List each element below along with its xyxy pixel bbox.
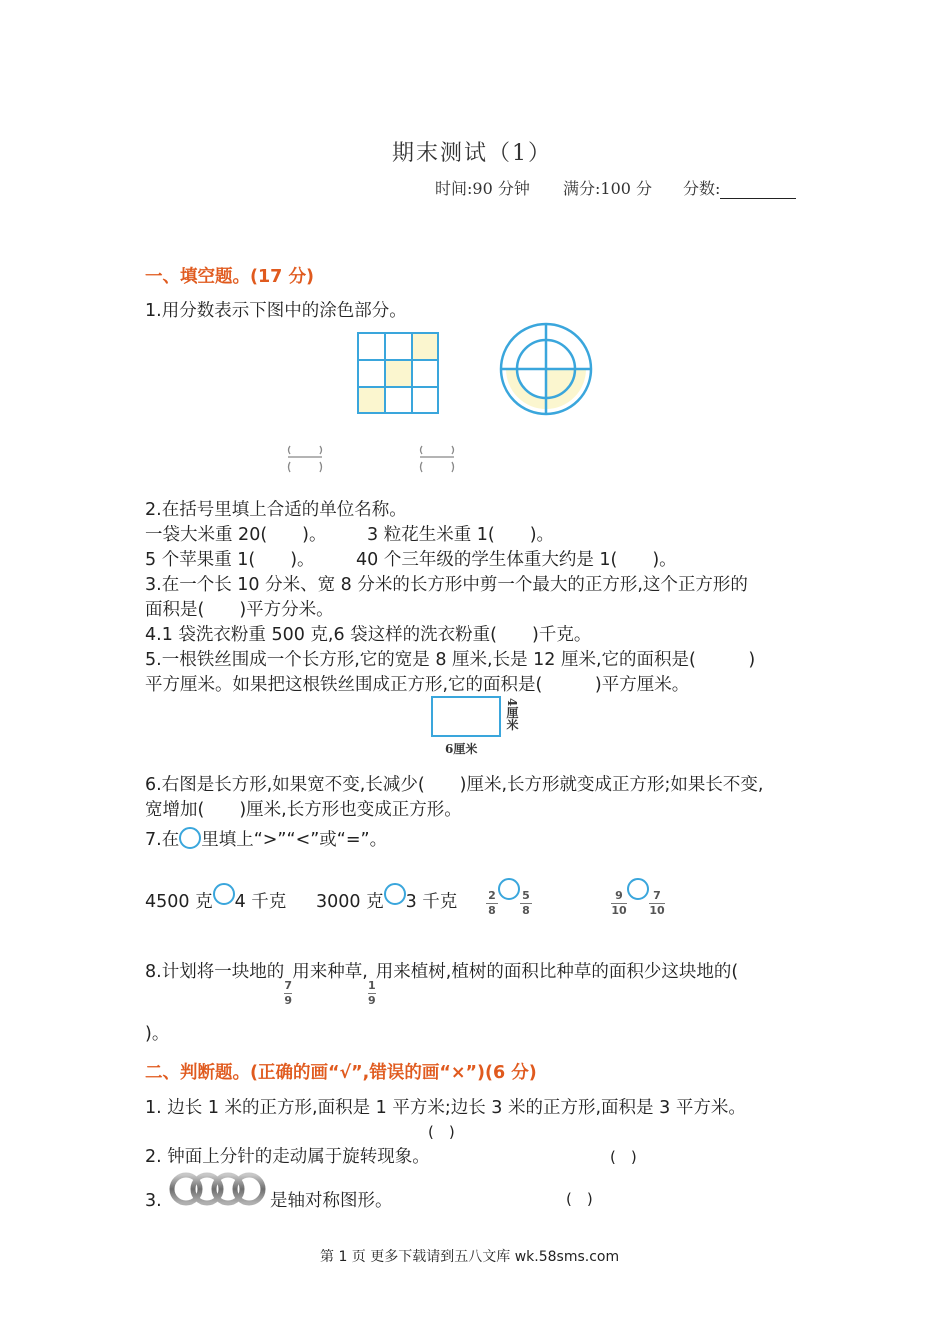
question-7 — [145, 827, 387, 853]
compare-2-left: 3000 克 — [316, 892, 384, 912]
question-8 — [145, 960, 738, 1007]
question-8-part-a: 8.计划将一块地的 — [145, 962, 285, 982]
ring — [235, 1175, 263, 1203]
judge-question-1: 1. 边长 1 米的正方形,面积是 1 平方米;边长 3 米的正方形,面积是 3 平方米。 — [145, 1098, 746, 1118]
score-blank[interactable] — [720, 182, 796, 199]
question-4: 4.1 袋洗衣粉重 500 克,6 袋这样的洗衣粉重( )千克。 — [145, 625, 592, 645]
question-5-line2: 平方厘米。如果把这根铁丝围成正方形,它的面积是( )平方厘米。 — [145, 675, 690, 695]
question-7-prefix: 7.在 — [145, 830, 180, 850]
fraction-blank-1[interactable] — [286, 443, 326, 477]
question-2b: 3 粒花生米重 1( )。 — [367, 525, 555, 545]
section1-heading: 一、填空题。(17 分) — [145, 267, 314, 287]
page-footer: 第 1 页 更多下载请到五八文库 wk.58sms.com — [320, 1249, 620, 1265]
judge-question-3-number: 3. — [145, 1191, 162, 1211]
question-7-suffix: 里填上“>”“<”或“=”。 — [201, 830, 388, 850]
rectangle-width-label: 6厘米 — [445, 742, 478, 756]
question-2c: 5 个苹果重 1( )。 — [145, 550, 315, 570]
grid-shaded-cell — [385, 360, 412, 387]
question-8-part-b: 用来种草, — [292, 962, 368, 982]
question-2d: 40 个三年级的学生体重大约是 1( )。 — [356, 550, 677, 570]
compare-1 — [145, 883, 286, 915]
fraction-numerator: 1 — [367, 979, 376, 992]
fraction-denominator: 8 — [522, 904, 530, 917]
fraction-denominator: 10 — [611, 904, 627, 917]
question-3-line1: 3.在一个长 10 分米、宽 8 分米的长方形中剪一个最大的正方形,这个正方形的 — [145, 575, 748, 595]
compare-circle-blank[interactable] — [384, 883, 406, 905]
rings-icon — [168, 1171, 268, 1207]
section2-heading: 二、判断题。(正确的画“√”,错误的画“×”)(6 分) — [145, 1063, 537, 1083]
fraction-numerator: 5 — [522, 889, 530, 902]
judge-question-3-text: 是轴对称图形。 — [270, 1191, 393, 1211]
fraction-blank-2[interactable] — [418, 443, 458, 477]
fraction-numerator: 9 — [615, 889, 623, 902]
compare-circle-blank[interactable] — [627, 878, 649, 900]
grid-shaded-cell — [412, 333, 438, 359]
question-2: 2.在括号里填上合适的单位名称。 — [145, 500, 407, 520]
grid-figure — [356, 331, 440, 415]
fraction-denominator: 9 — [284, 994, 293, 1007]
judge-answer-2[interactable]: ( ) — [610, 1148, 637, 1166]
compare-1-left: 4500 克 — [145, 892, 213, 912]
question-6-line1: 6.右图是长方形,如果宽不变,长减少( )厘米,长方形就变成正方形;如果长不变, — [145, 775, 764, 795]
question-1: 1.用分数表示下图中的涂色部分。 — [145, 301, 407, 321]
score-field — [683, 176, 796, 199]
judge-answer-1[interactable]: ( ) — [428, 1123, 455, 1141]
score-label: 分数: — [683, 179, 721, 198]
compare-1-right: 4 千克 — [234, 892, 287, 912]
circle-icon — [179, 827, 201, 849]
fraction-numerator: 7 — [284, 979, 293, 992]
rectangle-figure — [431, 696, 501, 737]
question-8-end: )。 — [145, 1024, 170, 1044]
compare-2-right: 3 千克 — [405, 892, 458, 912]
question-2a: 一袋大米重 20( )。 — [145, 525, 327, 545]
compare-3 — [486, 878, 532, 917]
fraction — [649, 890, 665, 917]
fraction — [368, 980, 376, 1007]
compare-2 — [316, 883, 457, 915]
fraction-denominator: 9 — [367, 994, 376, 1007]
rectangle-height-label: 4厘米 — [505, 698, 519, 731]
compare-circle-blank[interactable] — [498, 878, 520, 900]
fraction — [284, 980, 292, 1007]
compare-circle-blank[interactable] — [213, 883, 235, 905]
fraction-numerator: 7 — [653, 889, 661, 902]
judge-question-2: 2. 钟面上分针的走动属于旋转现象。 — [145, 1147, 430, 1167]
question-3-line2: 面积是( )平方分米。 — [145, 600, 334, 620]
fraction-denominator: 10 — [649, 904, 665, 917]
fraction-denominator: 8 — [488, 904, 496, 917]
page-title: 期末测试（1） — [392, 141, 552, 166]
exam-time: 时间:90 分钟 — [435, 179, 530, 198]
ring-figure — [498, 321, 594, 417]
question-8-part-c: 用来植树,植树的面积比种草的面积少这块地的( — [375, 962, 739, 982]
compare-4 — [611, 878, 665, 917]
fraction — [486, 890, 498, 917]
exam-full-score: 满分:100 分 — [563, 179, 653, 198]
fraction — [520, 890, 532, 917]
fraction-numerator: 2 — [488, 889, 496, 902]
judge-answer-3[interactable]: ( ) — [566, 1190, 593, 1208]
grid-shaded-cell — [358, 387, 385, 413]
question-6-line2: 宽增加( )厘米,长方形也变成正方形。 — [145, 800, 462, 820]
question-5-line1: 5.一根铁丝围成一个长方形,它的宽是 8 厘米,长是 12 厘米,它的面积是( ) — [145, 650, 756, 670]
fraction — [611, 890, 627, 917]
